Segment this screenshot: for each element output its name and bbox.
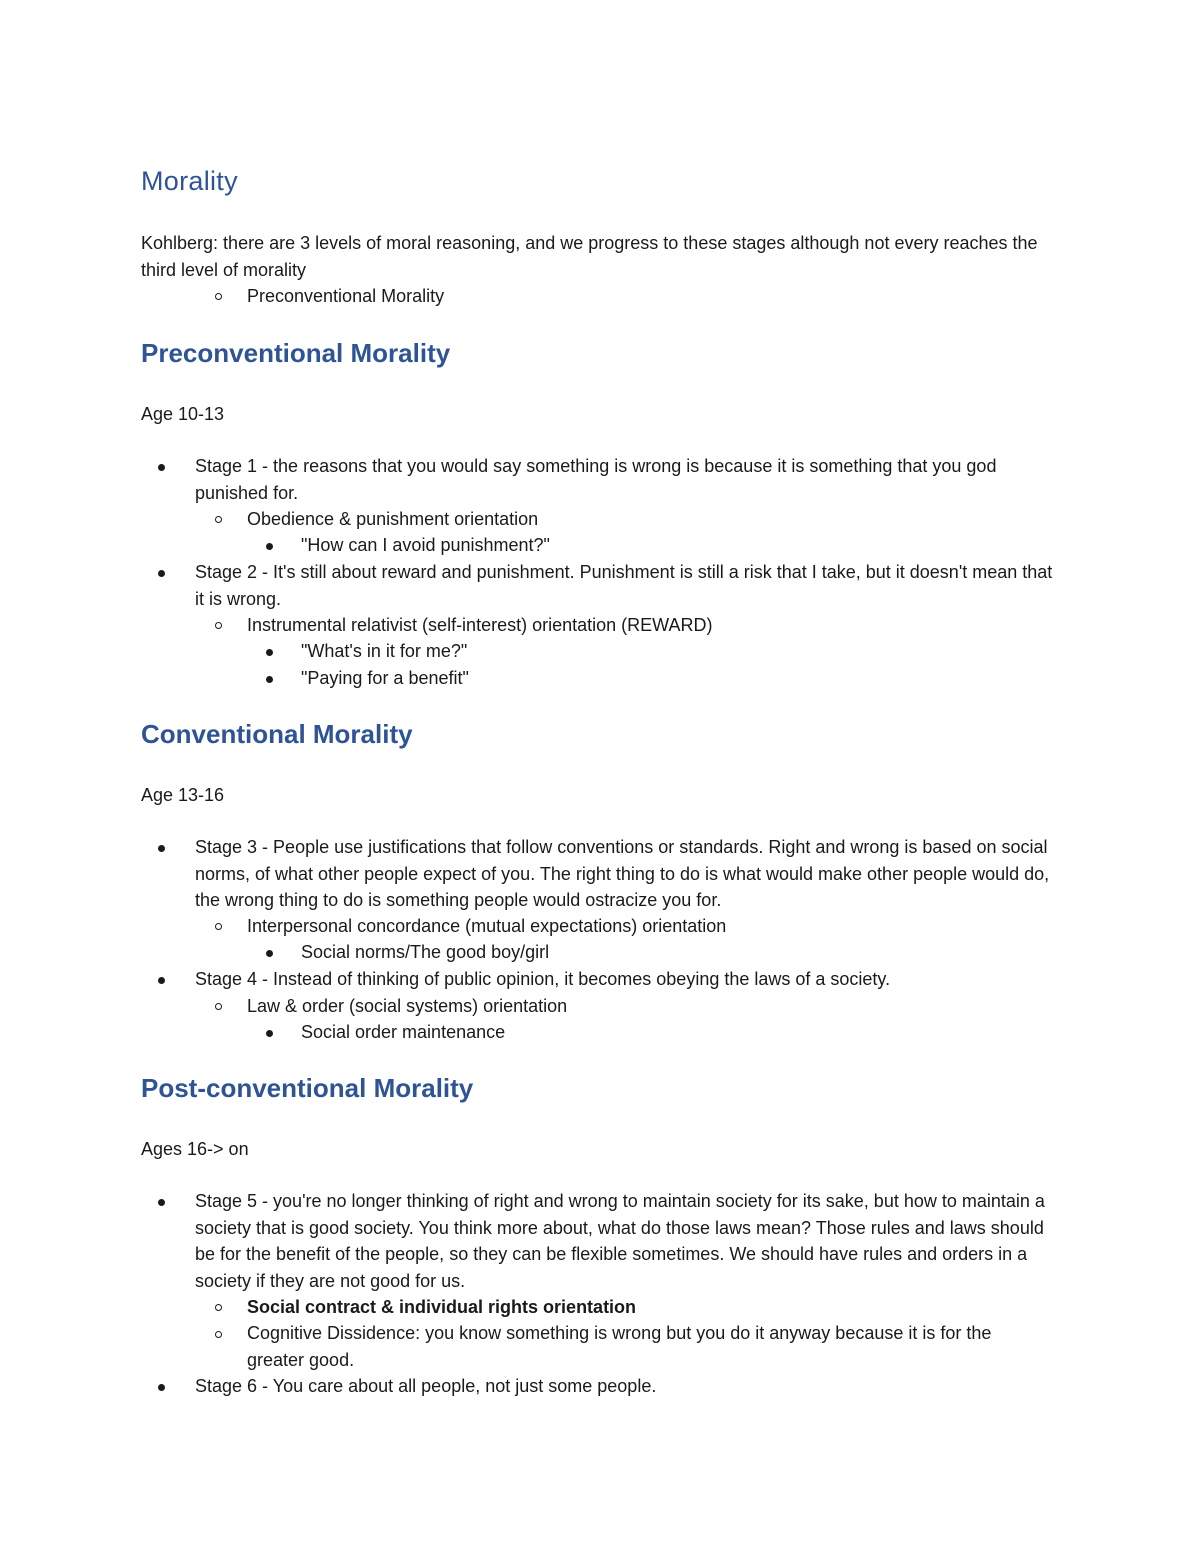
bullet-icon — [266, 676, 273, 683]
stage-5-text: Stage 5 - you're no longer thinking of right and wrong to maintain society for its sake, but how to maintain a society that is good society. You think more about, what do those laws mean? Those rules and laws should be for the benefit of the people, so they can be flexible sometimes. We should have rules and orders in a society if they are not good for us. — [195, 1191, 1045, 1291]
section-heading-conventional: Conventional Morality — [141, 719, 413, 749]
stage-4-orientation: Law & order (social systems) orientation — [247, 996, 568, 1016]
stage-1-question: "How can I avoid punishment?" — [301, 535, 550, 555]
circle-bullet-icon — [215, 622, 222, 629]
stage-3-orientation: Interpersonal concordance (mutual expectations) orientation — [247, 916, 727, 936]
stage-2-text: Stage 2 - It's still about reward and punishment. Punishment is still a risk that I take, but it doesn't mean that it is wrong. — [195, 562, 1053, 609]
circle-bullet-icon — [215, 516, 222, 523]
intro-paragraph: Kohlberg: there are 3 levels of moral reasoning, and we progress to these stages although not every reaches the third level of morality — [141, 233, 1038, 280]
age-range: Age 13-16 — [141, 785, 225, 805]
circle-bullet-icon — [215, 293, 222, 300]
stage-3-text: Stage 3 - People use justifications that follow conventions or standards. Right and wrong is based on social norms, of what other people expect of you. The right thing to do is what would make other people would do, the wrong thing to do is something people would ostracize you for. — [195, 837, 1050, 910]
bullet-icon — [158, 570, 165, 577]
circle-bullet-icon — [215, 923, 222, 930]
stage-1-orientation: Obedience & punishment orientation — [247, 509, 539, 529]
age-range: Age 10-13 — [141, 404, 225, 424]
stage-1-text: Stage 1 - the reasons that you would say something is wrong is because it is something that you god punished for. — [195, 456, 997, 503]
page-title: Morality — [141, 166, 238, 196]
bullet-icon — [266, 543, 273, 550]
age-range: Ages 16-> on — [141, 1139, 249, 1159]
bullet-icon — [158, 977, 165, 984]
bullet-icon — [266, 649, 273, 656]
bullet-icon — [158, 1199, 165, 1206]
circle-bullet-icon — [215, 1304, 222, 1311]
bullet-icon — [158, 1384, 165, 1391]
circle-bullet-icon — [215, 1331, 222, 1338]
bullet-icon — [158, 464, 165, 471]
bullet-icon — [266, 950, 273, 957]
stage-4-text: Stage 4 - Instead of thinking of public opinion, it becomes obeying the laws of a society. — [195, 969, 891, 989]
stage-3-question: Social norms/The good boy/girl — [301, 942, 550, 962]
intro-sub-item: Preconventional Morality — [247, 286, 445, 306]
section-heading-post-conventional: Post-conventional Morality — [141, 1073, 474, 1103]
stage-4-question: Social order maintenance — [301, 1022, 506, 1042]
stage-5-orientation: Social contract & individual rights orientation — [247, 1297, 637, 1317]
bullet-icon — [158, 845, 165, 852]
stage-5-note: Cognitive Dissidence: you know something is wrong but you do it anyway because it is for the greater good. — [247, 1323, 992, 1370]
stage-6-text: Stage 6 - You care about all people, not just some people. — [195, 1376, 657, 1396]
stage-2-question-2: "Paying for a benefit" — [301, 668, 469, 688]
bullet-icon — [266, 1030, 273, 1037]
stage-2-orientation: Instrumental relativist (self-interest) orientation (REWARD) — [247, 615, 713, 635]
section-heading-preconventional: Preconventional Morality — [141, 338, 451, 368]
stage-2-question-1: "What's in it for me?" — [301, 641, 468, 661]
circle-bullet-icon — [215, 1003, 222, 1010]
